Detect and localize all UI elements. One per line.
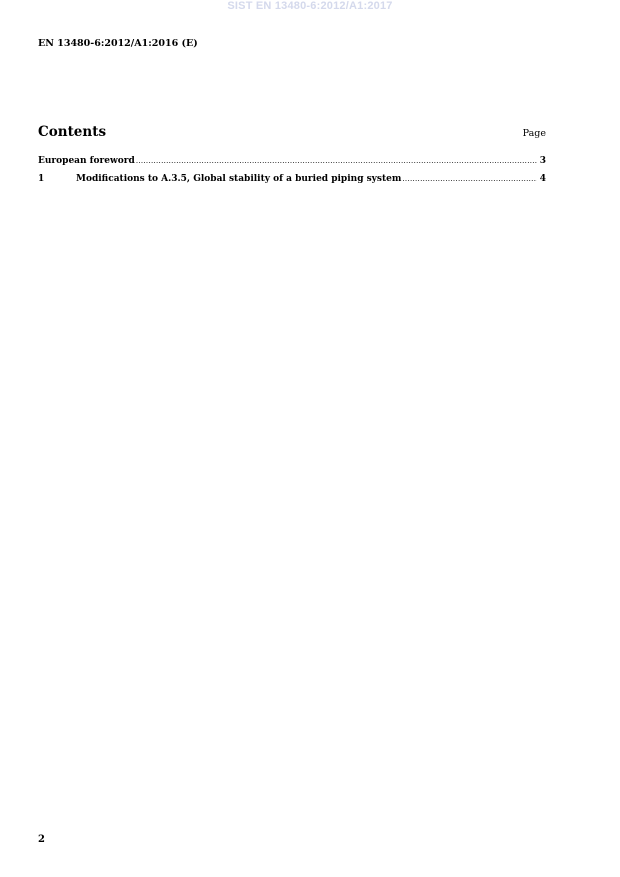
table-of-contents	[38, 156, 546, 192]
document-id-header: EN 13480-6:2012/A1:2016 (E)	[38, 38, 198, 49]
toc-entry-title: Modifications to A.3.5, Global stability of a buried piping system	[76, 174, 402, 184]
contents-heading: Contents	[38, 124, 107, 140]
toc-entry-modifications[interactable]	[38, 174, 546, 192]
toc-entry-page: 3	[539, 156, 546, 166]
toc-entry-page: 4	[539, 174, 546, 184]
toc-dot-leader	[402, 175, 536, 183]
toc-entry-european-foreword[interactable]	[38, 156, 546, 174]
page-number: 2	[38, 834, 45, 845]
toc-entry-title: European foreword	[38, 156, 135, 166]
page-column-label: Page	[522, 128, 546, 139]
toc-entry-number: 1	[38, 174, 45, 184]
toc-dot-leader	[136, 157, 537, 165]
watermark: SIST EN 13480-6:2012/A1:2017	[227, 0, 393, 12]
